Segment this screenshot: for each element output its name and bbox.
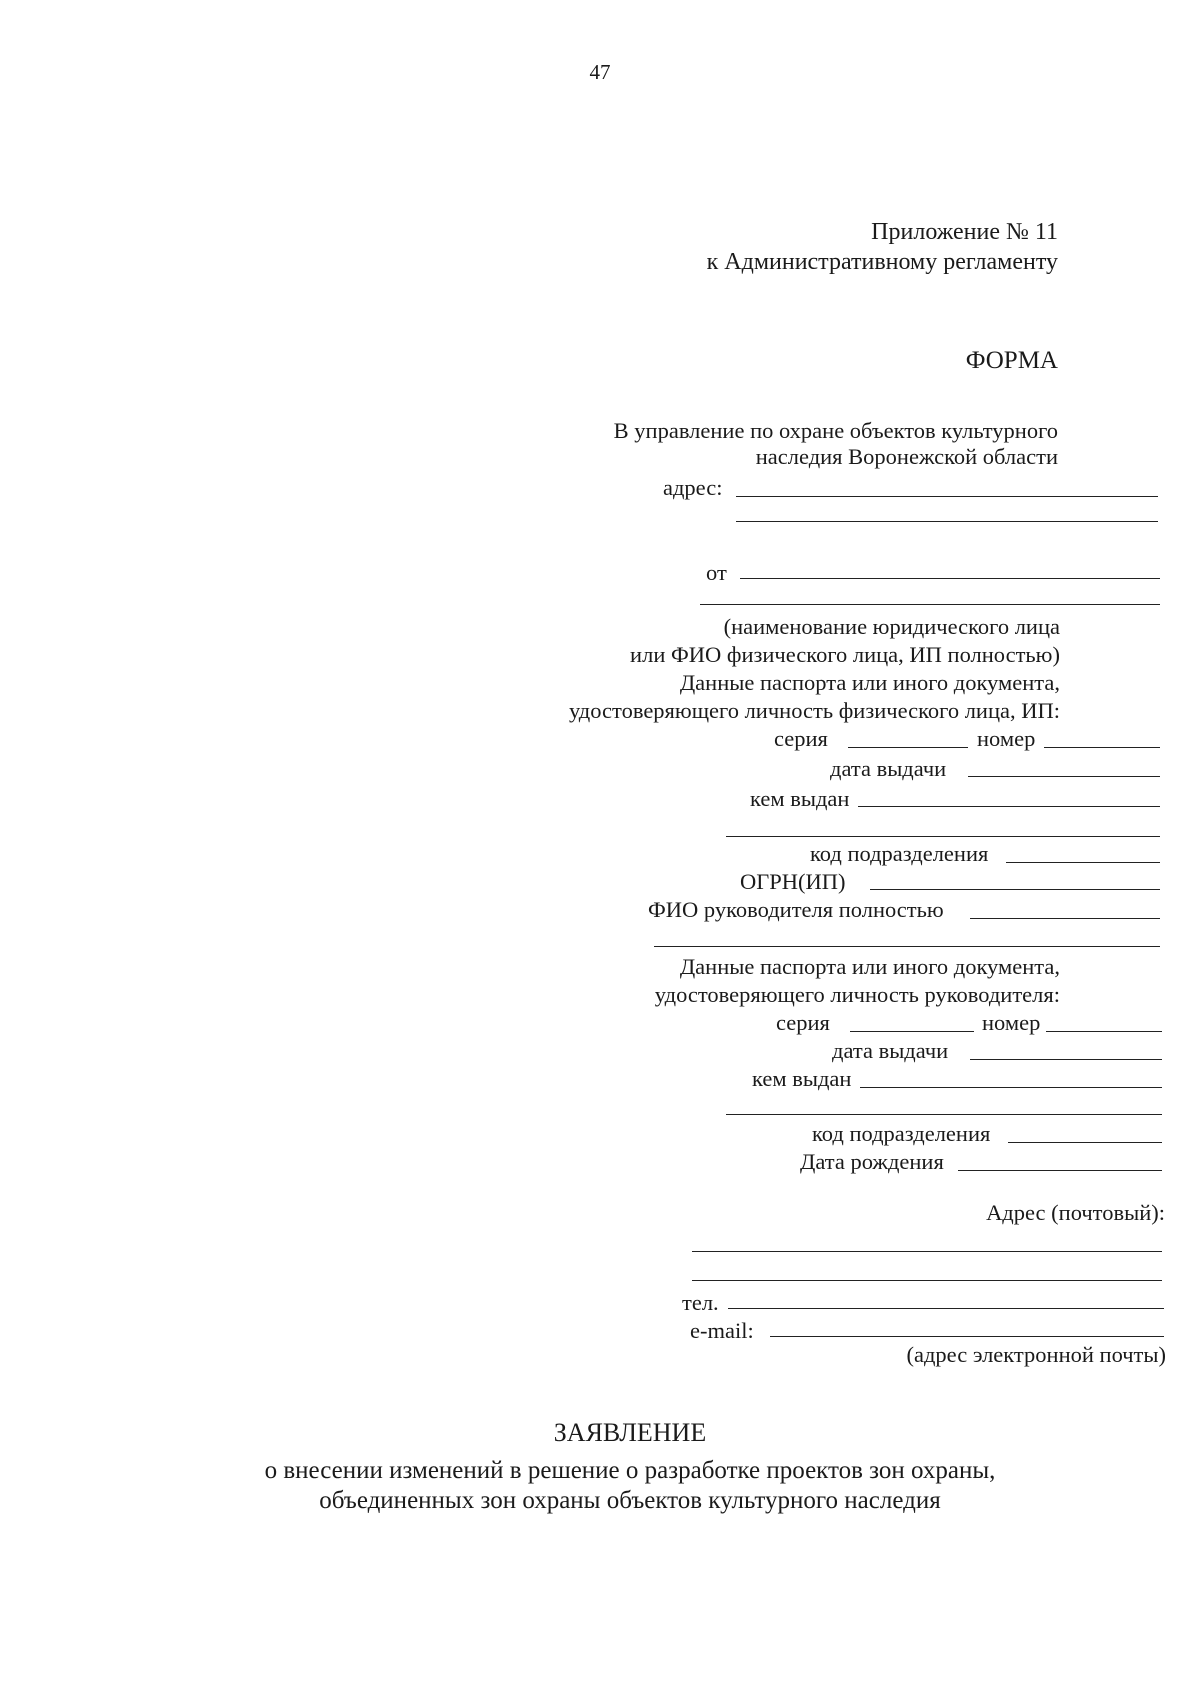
head-issued-by-label: кем выдан: [752, 1066, 852, 1091]
email-label: e-mail:: [690, 1318, 754, 1343]
statement-title: ЗАЯВЛЕНИЕ: [553, 1418, 707, 1447]
head-issued-by-field-2[interactable]: [726, 1114, 1162, 1115]
statement-line-2: объединенных зон охраны объектов культурного наследия: [319, 1487, 941, 1514]
head-passport-line-1: Данные паспорта или иного документа,: [679, 954, 1060, 979]
applicant-passport-line-2: удостоверяющего личность физического лица, ИП:: [568, 698, 1060, 723]
birth-date-field[interactable]: [958, 1170, 1162, 1171]
addressee-line-2: наследия Воронежской области: [755, 444, 1058, 469]
applicant-issued-by-field-2[interactable]: [726, 836, 1160, 837]
head-series-label: серия: [776, 1010, 830, 1035]
postal-address-field-1[interactable]: [692, 1251, 1162, 1252]
applicant-issue-date-label: дата выдачи: [830, 756, 947, 781]
email-field[interactable]: [770, 1336, 1164, 1337]
head-division-code-label: код подразделения: [812, 1121, 991, 1146]
phone-field[interactable]: [728, 1308, 1164, 1309]
address-field-line-1[interactable]: [736, 496, 1158, 497]
applicant-issued-by-field-1[interactable]: [858, 806, 1160, 807]
applicant-issued-by-label: кем выдан: [750, 786, 850, 811]
ogrn-field[interactable]: [870, 889, 1160, 890]
appendix-subtitle: к Административному регламенту: [706, 249, 1058, 275]
address-field-line-2[interactable]: [736, 521, 1158, 522]
head-name-field-1[interactable]: [970, 918, 1160, 919]
applicant-division-code-field[interactable]: [1006, 862, 1160, 863]
from-field-line-2[interactable]: [700, 604, 1160, 605]
applicant-name-hint-1: (наименование юридического лица: [723, 614, 1060, 639]
ogrn-label: ОГРН(ИП): [740, 869, 846, 894]
head-name-field-2[interactable]: [654, 946, 1160, 947]
applicant-series-label: серия: [774, 726, 828, 751]
from-label: от: [706, 560, 727, 585]
applicant-number-label: номер: [977, 726, 1036, 751]
applicant-name-hint-2: или ФИО физического лица, ИП полностью): [630, 642, 1060, 667]
head-number-label: номер: [982, 1010, 1041, 1035]
head-issue-date-field[interactable]: [970, 1059, 1162, 1060]
head-number-field[interactable]: [1046, 1031, 1162, 1032]
address-label: адрес:: [663, 475, 723, 500]
applicant-division-code-label: код подразделения: [810, 841, 989, 866]
page-number: 47: [589, 60, 611, 84]
phone-label: тел.: [682, 1290, 719, 1315]
statement-line-1: о внесении изменений в решение о разработке проектов зон охраны,: [264, 1457, 996, 1484]
applicant-series-field[interactable]: [848, 747, 968, 748]
head-series-field[interactable]: [850, 1031, 974, 1032]
form-label: ФОРМА: [965, 347, 1058, 374]
head-passport-line-2: удостоверяющего личность руководителя:: [654, 982, 1060, 1007]
birth-date-label: Дата рождения: [800, 1149, 944, 1174]
email-hint: (адрес электронной почты): [906, 1342, 1166, 1367]
head-issue-date-label: дата выдачи: [832, 1038, 949, 1063]
from-field-line-1[interactable]: [740, 578, 1160, 579]
addressee-line-1: В управление по охране объектов культурного: [613, 418, 1058, 443]
applicant-number-field[interactable]: [1044, 747, 1160, 748]
applicant-passport-line-1: Данные паспорта или иного документа,: [679, 670, 1060, 695]
head-division-code-field[interactable]: [1008, 1142, 1162, 1143]
head-issued-by-field-1[interactable]: [860, 1087, 1162, 1088]
appendix-title: Приложение № 11: [871, 219, 1058, 245]
postal-address-field-2[interactable]: [692, 1280, 1162, 1281]
postal-address-label: Адрес (почтовый):: [986, 1200, 1165, 1225]
head-name-label: ФИО руководителя полностью: [648, 897, 944, 922]
applicant-issue-date-field[interactable]: [968, 776, 1160, 777]
